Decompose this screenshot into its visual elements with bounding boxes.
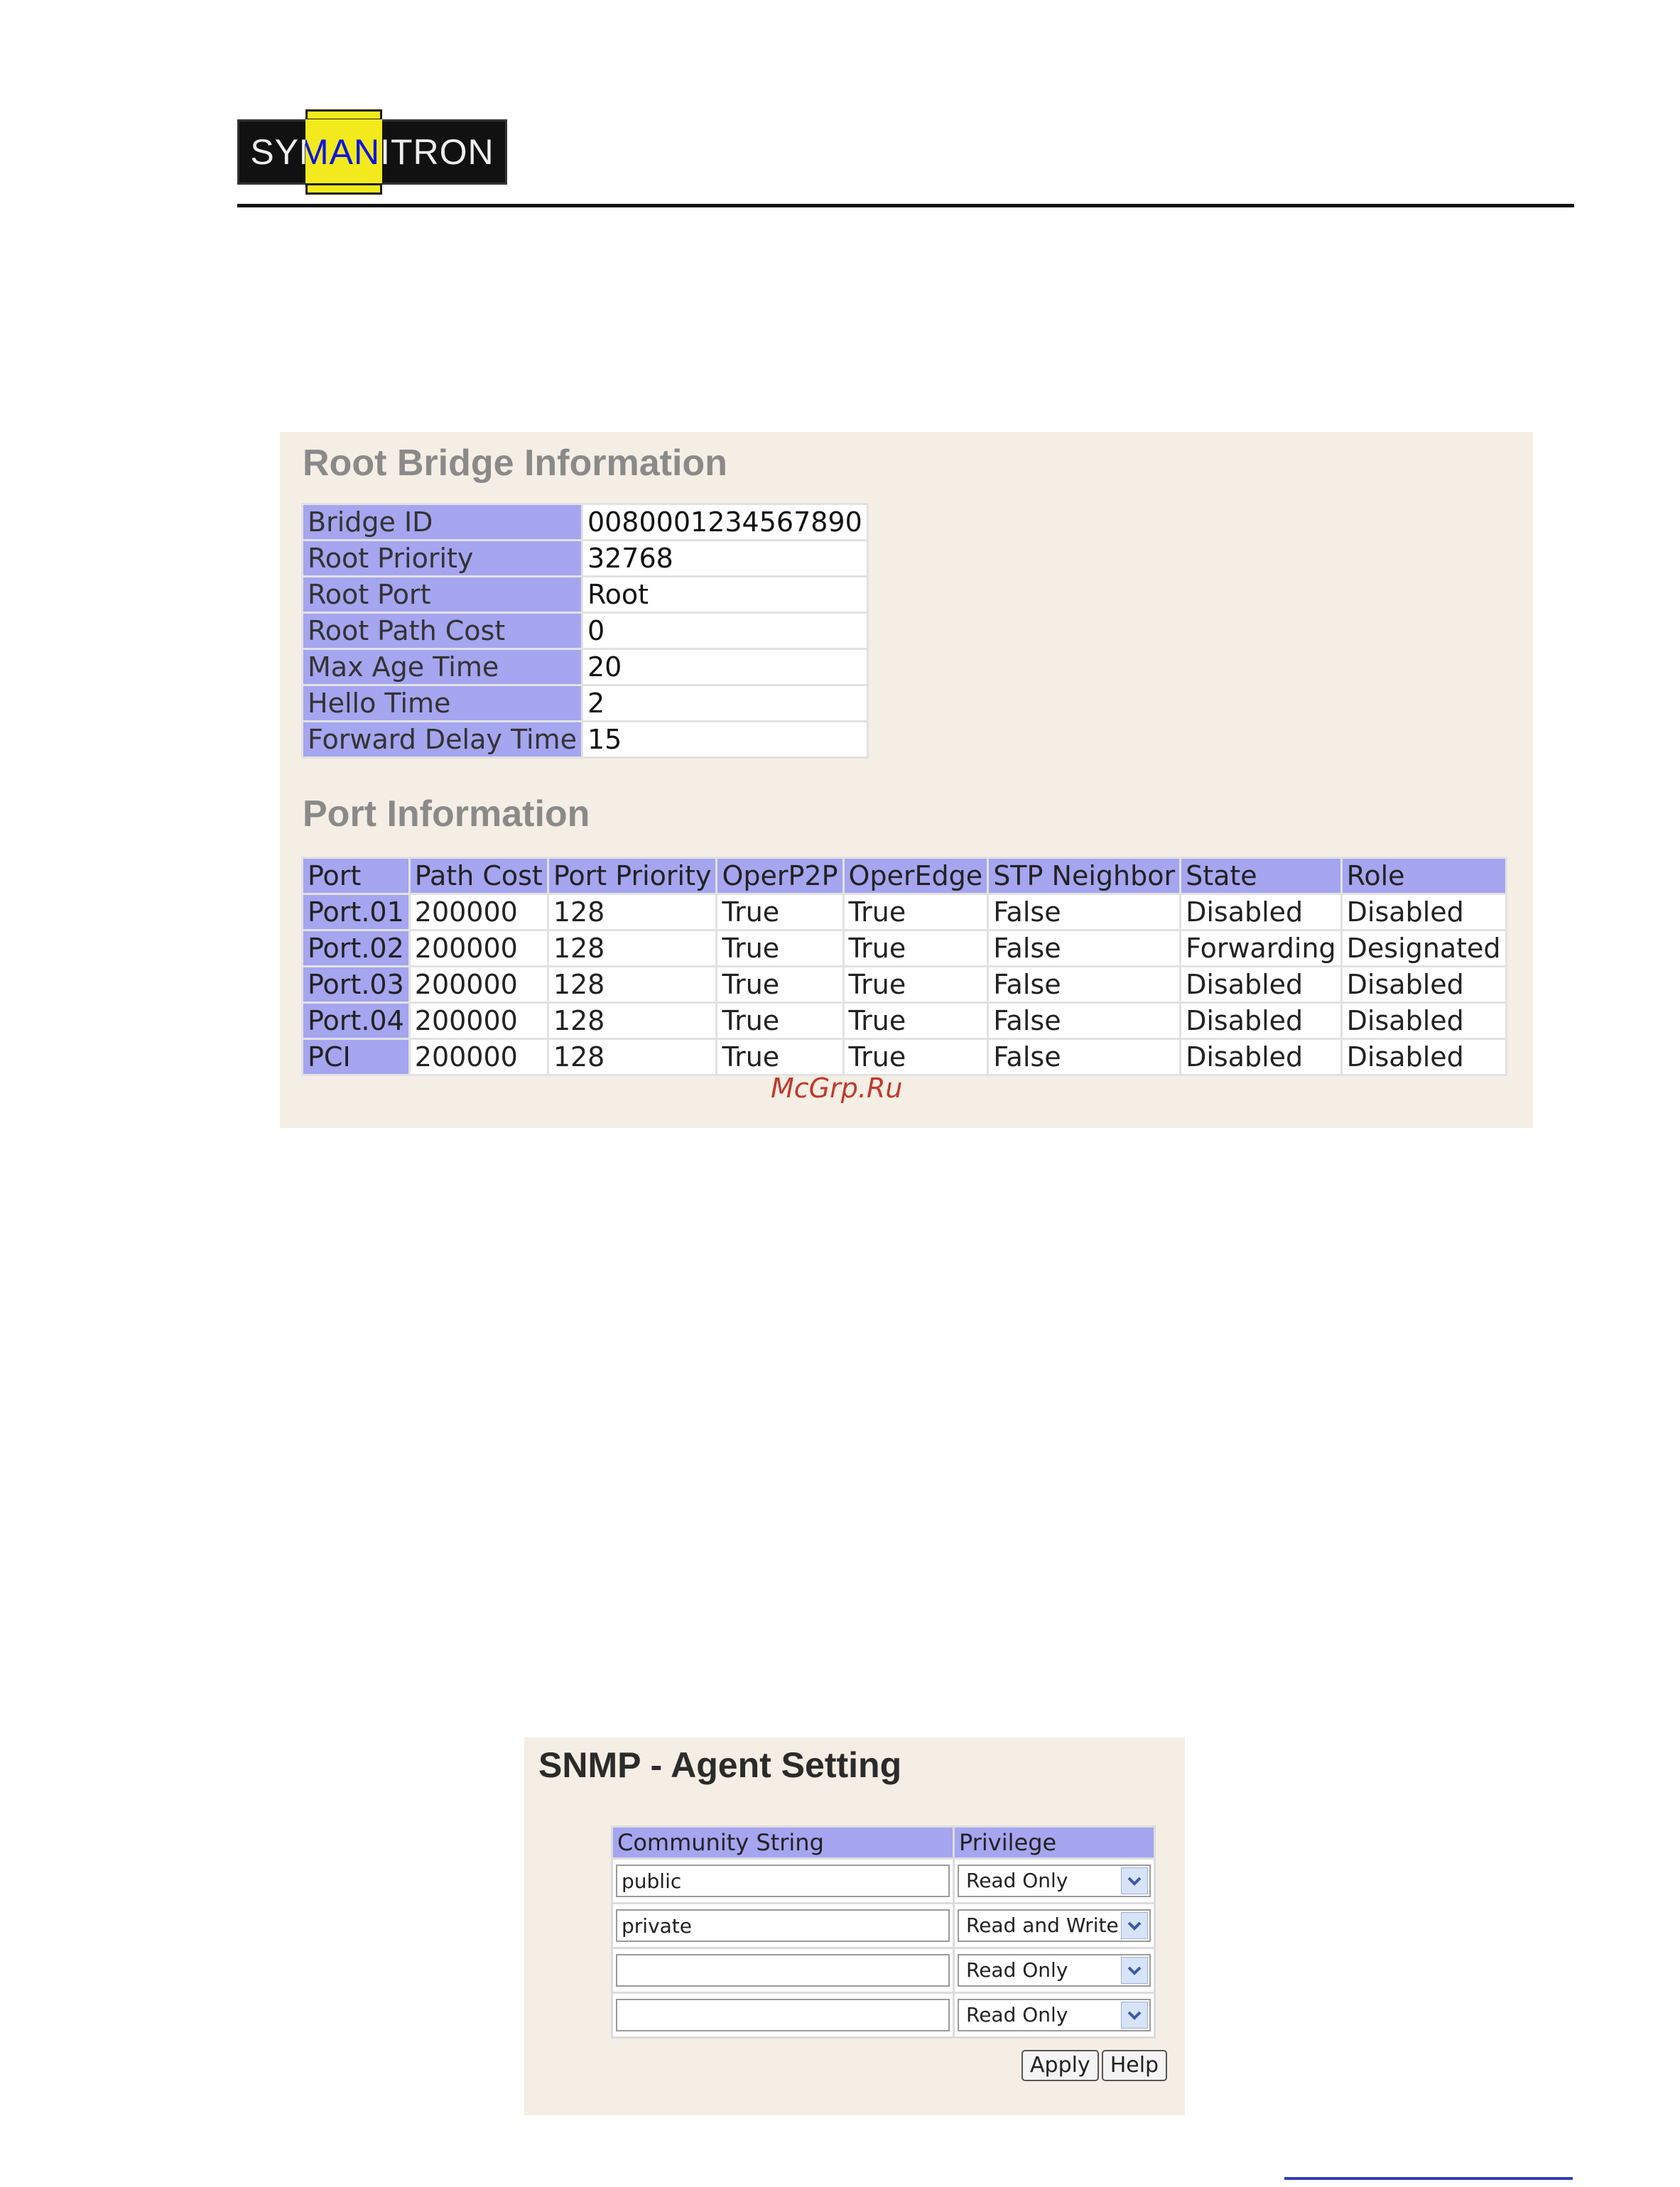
port-cell: Disabled <box>1343 1040 1505 1074</box>
port-row <box>303 931 1505 965</box>
bridge-field-value: 0 <box>583 614 867 648</box>
community-string-input[interactable]: private <box>616 1909 950 1942</box>
port-column-header: State <box>1181 859 1340 893</box>
port-info-title: Port Information <box>303 793 590 835</box>
snmp-panel <box>524 1737 1185 2115</box>
port-cell: 200000 <box>411 1040 547 1074</box>
root-bridge-title: Root Bridge Information <box>303 443 727 484</box>
bridge-field-label: Bridge ID <box>303 505 581 539</box>
privilege-select[interactable] <box>958 1954 1151 1987</box>
chevron-down-icon[interactable] <box>1121 1867 1148 1894</box>
privilege-cell <box>955 1994 1154 2036</box>
port-cell: Disabled <box>1343 967 1505 1002</box>
port-name-cell: PCI <box>303 1040 408 1074</box>
watermark-text: McGrp.Ru <box>771 1073 903 1104</box>
port-cell: False <box>989 1040 1179 1074</box>
community-string-input[interactable] <box>616 1999 950 2031</box>
privilege-select[interactable] <box>958 1999 1151 2031</box>
port-cell: True <box>717 967 842 1002</box>
bridge-field-label: Hello Time <box>303 686 581 720</box>
port-cell: 128 <box>549 895 716 929</box>
logo-text: SYMANITRON <box>250 132 494 172</box>
port-cell: True <box>717 1004 842 1038</box>
snmp-row <box>613 1949 1154 1992</box>
port-row <box>303 895 1505 929</box>
stp-info-panel <box>280 432 1533 1128</box>
port-cell: 200000 <box>411 931 547 965</box>
port-cell: True <box>845 1040 987 1074</box>
community-cell <box>613 1860 953 1902</box>
privilege-cell <box>955 1860 1154 1902</box>
port-column-header: OperP2P <box>717 859 842 893</box>
chevron-down-icon[interactable] <box>1121 2002 1148 2029</box>
bridge-row <box>303 505 867 539</box>
port-cell: 128 <box>549 1004 716 1038</box>
bridge-row <box>303 650 867 684</box>
port-cell: Disabled <box>1181 1040 1340 1074</box>
snmp-row <box>613 1860 1154 1902</box>
port-cell: True <box>845 931 987 965</box>
bridge-field-value: 2 <box>583 686 867 720</box>
port-cell: False <box>989 931 1179 965</box>
port-cell: True <box>717 895 842 929</box>
community-cell <box>613 1994 953 2036</box>
help-button[interactable]: Help <box>1102 2050 1167 2081</box>
privilege-value: Read Only <box>966 1958 1068 1982</box>
privilege-value: Read Only <box>966 1869 1068 1892</box>
port-cell: 200000 <box>411 967 547 1002</box>
port-cell: Disabled <box>1181 967 1340 1002</box>
port-cell: 128 <box>549 967 716 1002</box>
port-cell: 200000 <box>411 1004 547 1038</box>
port-cell: False <box>989 967 1179 1002</box>
privilege-cell <box>955 1904 1154 1947</box>
snmp-title: SNMP - Agent Setting <box>538 1745 902 1785</box>
port-cell: True <box>845 1004 987 1038</box>
community-string-header: Community String <box>613 1828 953 1857</box>
port-cell: False <box>989 895 1179 929</box>
bridge-row <box>303 686 867 720</box>
port-cell: False <box>989 1004 1179 1038</box>
privilege-value: Read Only <box>966 2003 1068 2026</box>
port-row <box>303 1004 1505 1038</box>
privilege-select[interactable] <box>958 1909 1151 1942</box>
community-cell <box>613 1904 953 1947</box>
port-cell: True <box>845 895 987 929</box>
privilege-value: Read and Write <box>966 1914 1119 1937</box>
port-cell: Disabled <box>1343 895 1505 929</box>
port-column-header: OperEdge <box>845 859 987 893</box>
port-cell: 200000 <box>411 895 547 929</box>
port-cell: Disabled <box>1181 1004 1340 1038</box>
bridge-field-label: Forward Delay Time <box>303 722 581 756</box>
privilege-cell <box>955 1949 1154 1992</box>
bridge-field-value: 32768 <box>583 541 867 575</box>
chevron-down-icon[interactable] <box>1121 1957 1148 1984</box>
logo-bottom-bar <box>305 183 382 195</box>
bridge-field-value: 15 <box>583 722 867 756</box>
footer-rule <box>1284 2177 1573 2180</box>
port-column-header: Role <box>1343 859 1505 893</box>
port-cell: 128 <box>549 931 716 965</box>
port-info-table <box>301 857 1507 1076</box>
port-cell: Disabled <box>1181 895 1340 929</box>
port-column-header: Port Priority <box>549 859 716 893</box>
port-cell: True <box>845 967 987 1002</box>
bridge-field-value: 0080001234567890 <box>583 505 867 539</box>
port-row <box>303 1040 1505 1074</box>
bridge-field-value: 20 <box>583 650 867 684</box>
header-rule <box>237 204 1574 207</box>
bridge-field-label: Max Age Time <box>303 650 581 684</box>
privilege-header: Privilege <box>955 1828 1154 1857</box>
port-name-cell: Port.02 <box>303 931 408 965</box>
port-cell: True <box>717 931 842 965</box>
port-column-header: Port <box>303 859 408 893</box>
port-row <box>303 967 1505 1002</box>
port-name-cell: Port.03 <box>303 967 408 1002</box>
bridge-row <box>303 722 867 756</box>
port-name-cell: Port.01 <box>303 895 408 929</box>
community-cell <box>613 1949 953 1992</box>
root-bridge-table <box>301 503 869 759</box>
apply-button[interactable]: Apply <box>1021 2050 1099 2081</box>
snmp-row <box>613 1994 1154 2036</box>
port-column-header: STP Neighbor <box>989 859 1179 893</box>
port-cell: True <box>717 1040 842 1074</box>
community-string-input[interactable] <box>616 1954 950 1987</box>
bridge-field-value: Root <box>583 577 867 612</box>
privilege-select[interactable] <box>958 1865 1151 1897</box>
port-cell: Disabled <box>1343 1004 1505 1038</box>
bridge-row <box>303 541 867 575</box>
bridge-row <box>303 614 867 648</box>
bridge-row <box>303 577 867 612</box>
port-column-header: Path Cost <box>411 859 547 893</box>
bridge-field-label: Root Path Cost <box>303 614 581 648</box>
community-string-input[interactable]: public <box>616 1865 950 1897</box>
bridge-field-label: Root Port <box>303 577 581 612</box>
symanitron-logo <box>237 109 507 195</box>
port-name-cell: Port.04 <box>303 1004 408 1038</box>
bridge-field-label: Root Priority <box>303 541 581 575</box>
snmp-community-table <box>611 1825 1156 2039</box>
port-cell: Designated <box>1343 931 1505 965</box>
port-cell: Forwarding <box>1181 931 1340 965</box>
chevron-down-icon[interactable] <box>1121 1912 1148 1939</box>
snmp-row <box>613 1904 1154 1947</box>
port-cell: 128 <box>549 1040 716 1074</box>
snmp-buttons <box>1021 2050 1170 2081</box>
